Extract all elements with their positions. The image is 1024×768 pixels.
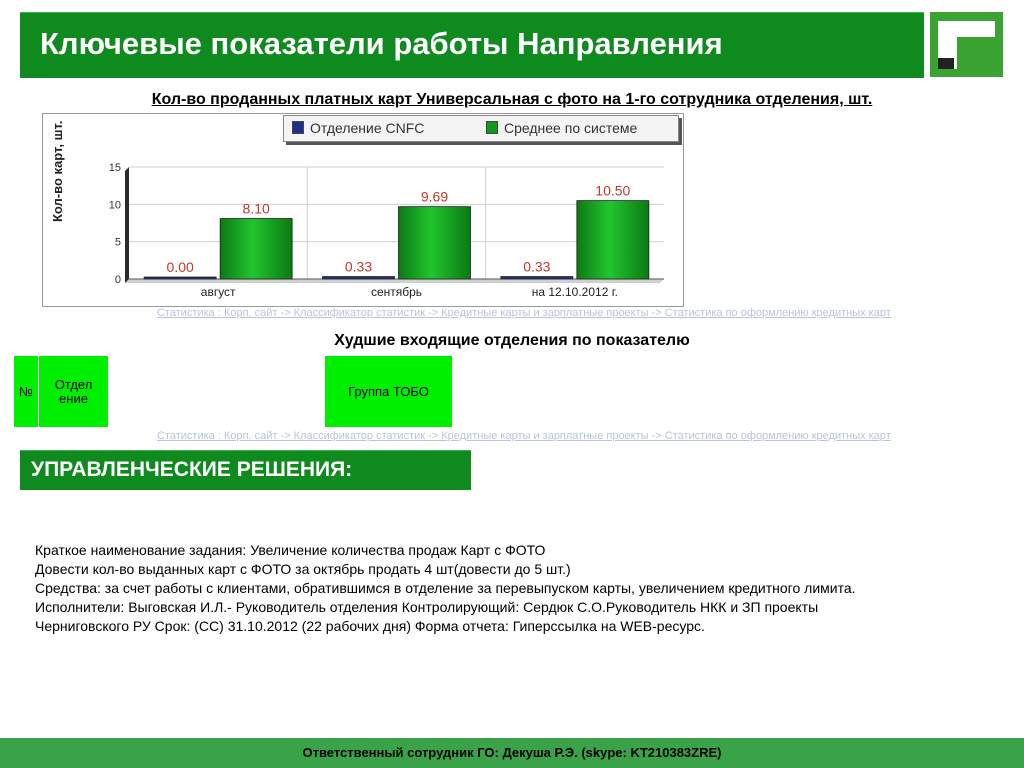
bar [323,277,395,279]
worst-source-link[interactable]: Статистика : Корп. сайт -> Классификатор статистик -> Кредитные карты и зарплатные проекты -> Статистика по оформлению кредитных карт [157,430,891,442]
legend-item-average [486,120,637,136]
bar [501,277,573,279]
legend-label-branch: Отделение CNFC [310,120,425,136]
bank-logo [930,12,1003,77]
chart-source-link[interactable]: Статистика : Корп. сайт -> Классификатор статистик -> Кредитные карты и зарплатные проекты -> Статистика по оформлению кредитных карт [157,307,891,319]
x-tick-label: на 12.10.2012 г. [531,285,618,299]
bar [220,219,292,279]
y-tick-label: 15 [108,162,121,174]
responsible-person: Ответственный сотрудник ГО: Декуша Р.Э. (skype: KT210383ZRE) [302,745,722,760]
task-line: Довести кол-во выданных карт с ФОТО за октябрь продать 4 шт(довести до 5 шт.) [35,561,571,577]
x-tick-label: сентябрь [370,285,423,299]
bar-value-label: 0.33 [523,258,551,275]
bar-value-label: 0.33 [344,258,373,275]
bar [144,277,216,279]
y-axis-label: Кол-во карт, шт. [50,120,65,222]
chart-floor [125,279,664,283]
column-branch-header [39,356,108,427]
task-line: Черниговского РУ Срок: (СС) 31.10.2012 (22 рабочих дня) Форма отчета: Гиперссылка на WEB-ресурс. [35,618,705,634]
bar-value-label: 10.50 [595,182,631,199]
y-tick-label: 10 [108,199,121,212]
column-number-header: № [14,356,38,427]
task-line: Краткое наименование задания: Увеличение количества продаж Карт с ФОТО [35,542,546,558]
y-tick-label: 0 [114,274,121,286]
task-line: Исполнители: Выговская И.Л.- Руководитель отделения Контролирующий: Сердюк С.О.Руководитель НКК и ЗП проекты [35,599,819,615]
page-title: Ключевые показатели работы Направления [40,26,723,61]
x-tick-label: август [200,285,236,299]
bar [577,201,649,279]
task-line: Средства: за счет работы с клиентами, обратившимся в отделение за перевыпуском карты, увеличением кредитного лимита. [35,580,856,596]
chart-left-wall [125,167,129,283]
bar-chart [42,113,684,307]
bar-value-label: 8.10 [242,200,270,217]
column-branch-line1: Отдел [54,376,93,392]
legend-swatch-average [486,121,498,134]
column-branch-line2: ение [59,390,88,406]
legend-swatch-branch [292,121,304,134]
bar [399,207,471,279]
y-tick-label: 5 [114,236,121,249]
legend-label-average: Среднее по системе [504,120,638,136]
bar-value-label: 0.00 [166,259,194,275]
task-description [35,541,995,636]
chart-title: Кол-во проданных платных карт Универсальная с фото на 1-го сотрудника отделения, шт. [151,91,873,108]
worst-branches-title: Худшие входящие отделения по показателю [334,332,690,349]
column-group-header: Группа ТОБО [325,356,452,427]
legend-item-branch [292,120,424,136]
decisions-title: УПРАВЛЕНЧЕСКИЕ РЕШЕНИЯ: [31,458,353,481]
chart-legend [283,115,679,142]
bar-value-label: 9.69 [420,188,449,205]
